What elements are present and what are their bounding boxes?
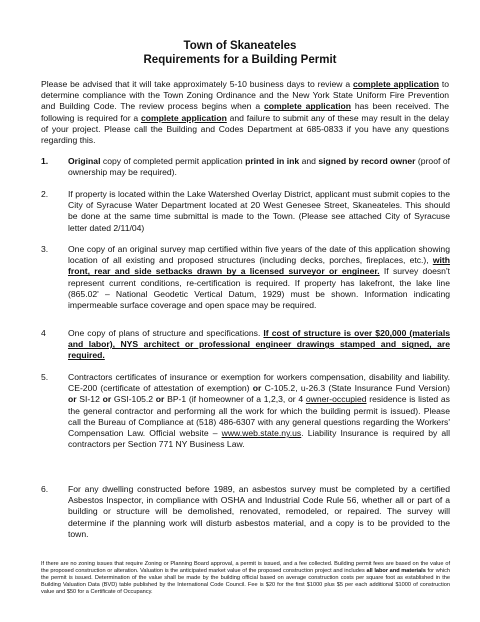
text-run: If there are no zoning issues that require Zoning or Planning Board approval, a permit is issued, and a fee collected. Building permit fees are based on the value of the proposed construction or alteration. Valuation is the anticipated market value of the proposed construction project and includes (41, 561, 450, 575)
emphasis: with front, rear and side setbacks drawn by a licensed surveyor or engineer. (68, 255, 450, 277)
item-number: 5. (41, 372, 49, 382)
text-run: for which the permit is issued. Determination of the value shall be made by the building official based on average construction costs per square foot as established in the Building Valuation Data (BVD) table published by the International Code Council. Fee is $20 for the first $1000 plus $5 per each additional $1000 of construction value and $50 for a Certificate of Occupancy. (41, 568, 451, 596)
page-subtitle: Requirements for a Building Permit (143, 54, 337, 66)
item-text (68, 244, 450, 311)
item-number: 3. (41, 244, 49, 254)
intro-paragraph (41, 79, 449, 146)
text-run: (proof of ownership may be required). (68, 156, 450, 178)
text-run: Contractors certificates of insurance or exemption for workers compensation, disability and liability. CE-200 (certificate of attestation of exemption) (68, 372, 450, 394)
item-text (68, 156, 450, 178)
text-run: One copy of plans of structure and specifications. (68, 328, 264, 338)
emphasis: all labor and materials (366, 568, 426, 575)
item-text (68, 189, 450, 234)
emphasis: or (155, 394, 165, 405)
item-number: 4 (41, 328, 46, 338)
item-text (68, 484, 450, 540)
emphasis: signed by record owner (318, 156, 416, 166)
item-text (68, 328, 450, 362)
text-run: If survey doesn't represent current conditions, re-certification is required. If property has lakefront, the lake line (865.02' – National Geodetic Vertical Datum, 1929) must be shown. Information indicating impermeable surface coverage and open space may be required. (68, 266, 450, 311)
complete-application-emphasis: complete application (140, 112, 227, 123)
text-run: If property is located within the Lake Watershed Overlay District, applicant must submit copies to the City of Syracuse Water Department located at 20 West Genesee Street, Skaneateles. This should be done at the same time submittal is made to the Town. (Please see attached City of Syracuse letter dated 2/11/04) (68, 189, 450, 233)
emphasis: If cost of structure is over $20,000 (materials and labor), NYS architect or professional engineer drawings stamped and signed, are required. (68, 328, 451, 361)
item-number: 2. (41, 189, 49, 199)
intro-text: has been received. The following is required for a (41, 101, 449, 123)
emphasis: owner-occupied (305, 394, 367, 405)
intro-text: to determine compliance with the Town Zoning Ordinance and the New York State Uniform Fire Prevention and Building Code. The review process begins when a (41, 79, 449, 112)
item-number: 6. (41, 484, 49, 494)
text-run: and (299, 156, 319, 166)
emphasis: printed in ink (245, 156, 300, 166)
page-title: Town of Skaneateles (183, 40, 297, 52)
emphasis: Original (68, 156, 101, 166)
text-run: GSI-105.2 (111, 394, 156, 405)
website-link[interactable]: www.web.state.ny.us (221, 428, 302, 439)
text-run: BP-1 (if homeowner of a 1,2,3, or 4 (164, 394, 306, 405)
intro-text: and failure to submit any of these may result in the delay of your project. Please call the Building and Codes Department at 685-0833 if you have any questions regarding this. (41, 112, 449, 146)
emphasis: or (252, 383, 262, 394)
complete-application-emphasis: complete application (264, 101, 351, 112)
text-run: One copy of an original survey map certified within five years of the date of this application showing location of all existing and proposed structures (including decks, porches, fireplaces, etc.), (68, 244, 450, 266)
text-run: residence is listed as the general contractor and performing all the work for which the building permit is issued). Please call the Bureau of Compliance at (518) 486-6307 with any general questions regarding the Workers' Compensation Law. Official website – (68, 394, 450, 439)
fee-note (41, 561, 450, 596)
text-run: C-105.2, u-26.3 (State Insurance Fund Version) (261, 383, 450, 394)
item-number: 1. (41, 156, 49, 166)
complete-application-emphasis: complete application (352, 79, 439, 89)
emphasis: or (102, 394, 112, 405)
text-run: For any dwelling constructed before 1989, an asbestos survey must be completed by a certified Asbestos Inspector, in compliance with OSHA and Industrial Code Rule 56, whether all or part of a building or structure will be demolished, renovated, remodeled, or repaired. The survey will determine if the planning work will disturb asbestos material, and a copy is to be provided to the town. (68, 484, 450, 539)
text-run: SI-12 (76, 394, 103, 405)
text-run: copy of completed permit application (100, 156, 246, 166)
emphasis: or (68, 394, 77, 405)
text-run: . Liability Insurance is required by all contractors per Section 771 NY Business Law. (68, 428, 450, 450)
intro-text: Please be advised that it will take approximately 5-10 business days to review a (41, 79, 353, 89)
item-text (68, 372, 450, 450)
